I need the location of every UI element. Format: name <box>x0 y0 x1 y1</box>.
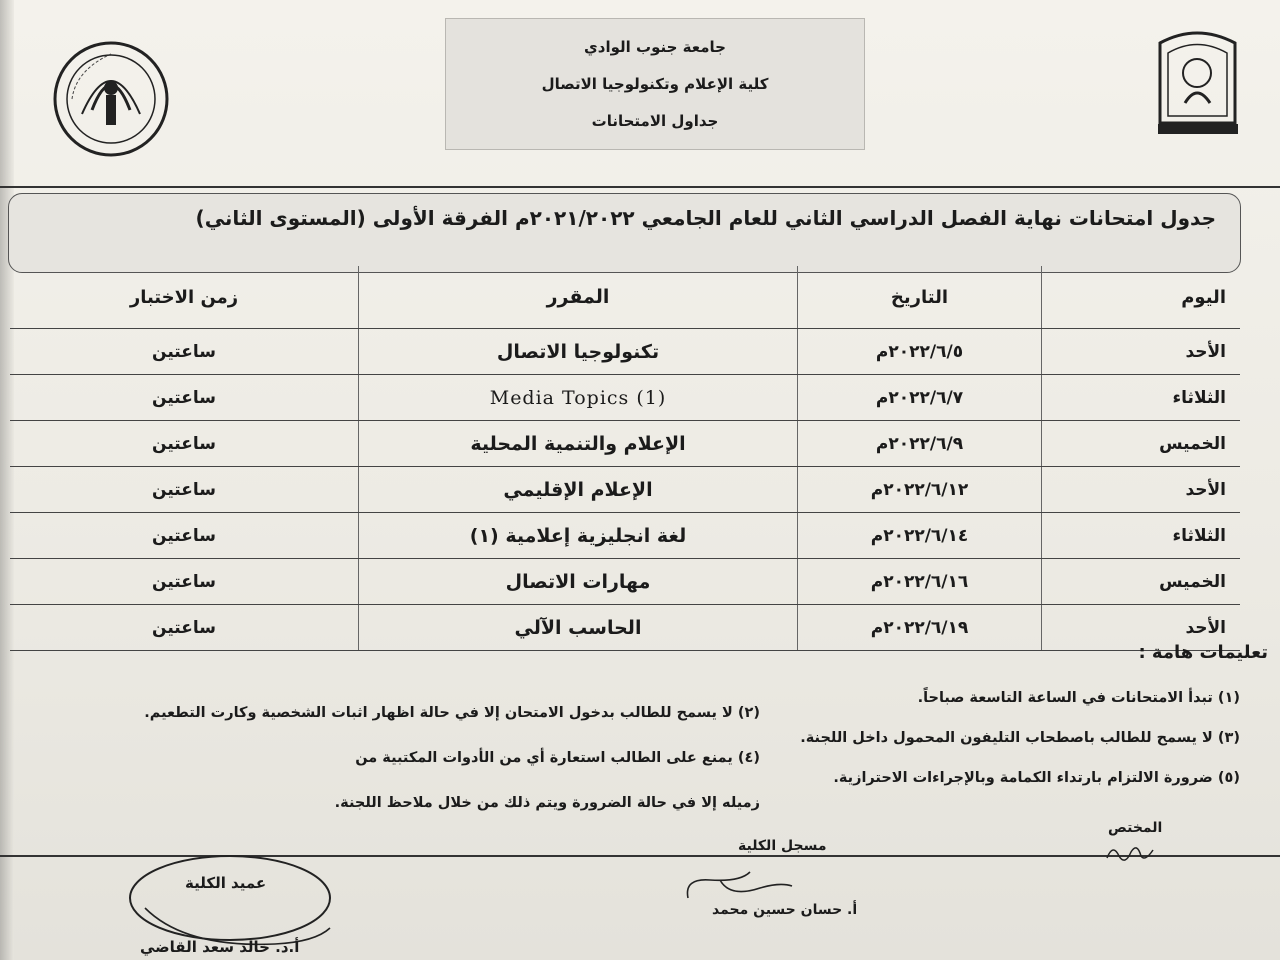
row-day: الخميس <box>1042 559 1241 605</box>
exam-schedule-table <box>10 266 1240 651</box>
table-row <box>10 605 1240 651</box>
table-row <box>10 421 1240 467</box>
table-row <box>10 559 1240 605</box>
row-duration: ساعتين <box>10 375 359 421</box>
registrar-signature-icon <box>680 858 800 908</box>
title-box <box>8 193 1241 273</box>
row-duration: ساعتين <box>10 329 359 375</box>
instruction-4b: زميله إلا في حالة الضرورة ويتم ذلك من خلال ملاحظ اللجنة. <box>334 795 760 811</box>
instruction-1: (١) تبدأ الامتحانات في الساعة التاسعة صباحاً. <box>917 690 1240 706</box>
university-logo-icon <box>1140 28 1255 138</box>
faculty-logo-icon <box>52 40 170 158</box>
faculty-name: كلية الإعلام وتكنولوجيا الاتصال <box>541 74 769 93</box>
table-header-row <box>10 266 1240 329</box>
row-course: Media Topics (1) <box>359 375 798 421</box>
header-rule <box>0 186 1280 188</box>
row-duration: ساعتين <box>10 421 359 467</box>
section-name: جداول الامتحانات <box>591 111 719 130</box>
row-date: ٢٠٢٢/٦/١٩م <box>798 605 1042 651</box>
table-row <box>10 375 1240 421</box>
row-day: الثلاثاء <box>1042 513 1241 559</box>
table-row <box>10 513 1240 559</box>
row-course: الحاسب الآلي <box>359 605 798 651</box>
row-day: الأحد <box>1042 329 1241 375</box>
row-duration: ساعتين <box>10 513 359 559</box>
header-box <box>445 18 865 150</box>
row-day: الأحد <box>1042 605 1241 651</box>
header-course: المقرر <box>359 266 798 329</box>
row-date: ٢٠٢٢/٦/٩م <box>798 421 1042 467</box>
specialist-signature-icon <box>1105 838 1155 868</box>
registrar-name: أ. حسان حسين محمد <box>712 902 858 918</box>
registrar-title: مسجل الكلية <box>738 838 827 854</box>
dean-name: أ.د. خالد سعد القاضي <box>140 938 300 956</box>
row-date: ٢٠٢٢/٦/٥م <box>798 329 1042 375</box>
instruction-4a: (٤) يمنع على الطالب استعارة أي من الأدوات المكتبية من <box>355 750 760 766</box>
row-duration: ساعتين <box>10 559 359 605</box>
row-course: لغة انجليزية إعلامية (١) <box>359 513 798 559</box>
row-date: ٢٠٢٢/٦/١٢م <box>798 467 1042 513</box>
table-row <box>10 329 1240 375</box>
header-duration: زمن الاختبار <box>10 266 359 329</box>
row-course: الإعلام والتنمية المحلية <box>359 421 798 467</box>
row-date: ٢٠٢٢/٦/١٦م <box>798 559 1042 605</box>
row-date: ٢٠٢٢/٦/٧م <box>798 375 1042 421</box>
header-day: اليوم <box>1042 266 1241 329</box>
instruction-3: (٣) لا يسمح للطالب باصطحاب التليفون المحمول داخل اللجنة. <box>800 730 1240 746</box>
instruction-5: (٥) ضرورة الالتزام بارتداء الكمامة وبالإجراءات الاحترازية. <box>833 770 1240 786</box>
schedule-title: جدول امتحانات نهاية الفصل الدراسي الثاني للعام الجامعي ٢٠٢١/٢٠٢٢م الفرقة الأولى (المستوى الثاني) <box>195 206 1216 230</box>
dean-title: عميد الكلية <box>185 874 267 892</box>
row-day: الثلاثاء <box>1042 375 1241 421</box>
row-duration: ساعتين <box>10 605 359 651</box>
university-name: جامعة جنوب الوادي <box>584 38 726 57</box>
row-course: مهارات الاتصال <box>359 559 798 605</box>
instruction-2: (٢) لا يسمح للطالب بدخول الامتحان إلا في حالة اظهار اثبات الشخصية وكارت التطعيم. <box>144 705 760 721</box>
row-course: تكنولوجيا الاتصال <box>359 329 798 375</box>
table-row <box>10 467 1240 513</box>
row-duration: ساعتين <box>10 467 359 513</box>
header-date: التاريخ <box>798 266 1042 329</box>
row-course: الإعلام الإقليمي <box>359 467 798 513</box>
row-day: الخميس <box>1042 421 1241 467</box>
instructions-heading: تعليمات هامة : <box>1138 642 1268 663</box>
row-date: ٢٠٢٢/٦/١٤م <box>798 513 1042 559</box>
specialist-label: المختص <box>1108 820 1163 836</box>
row-day: الأحد <box>1042 467 1241 513</box>
